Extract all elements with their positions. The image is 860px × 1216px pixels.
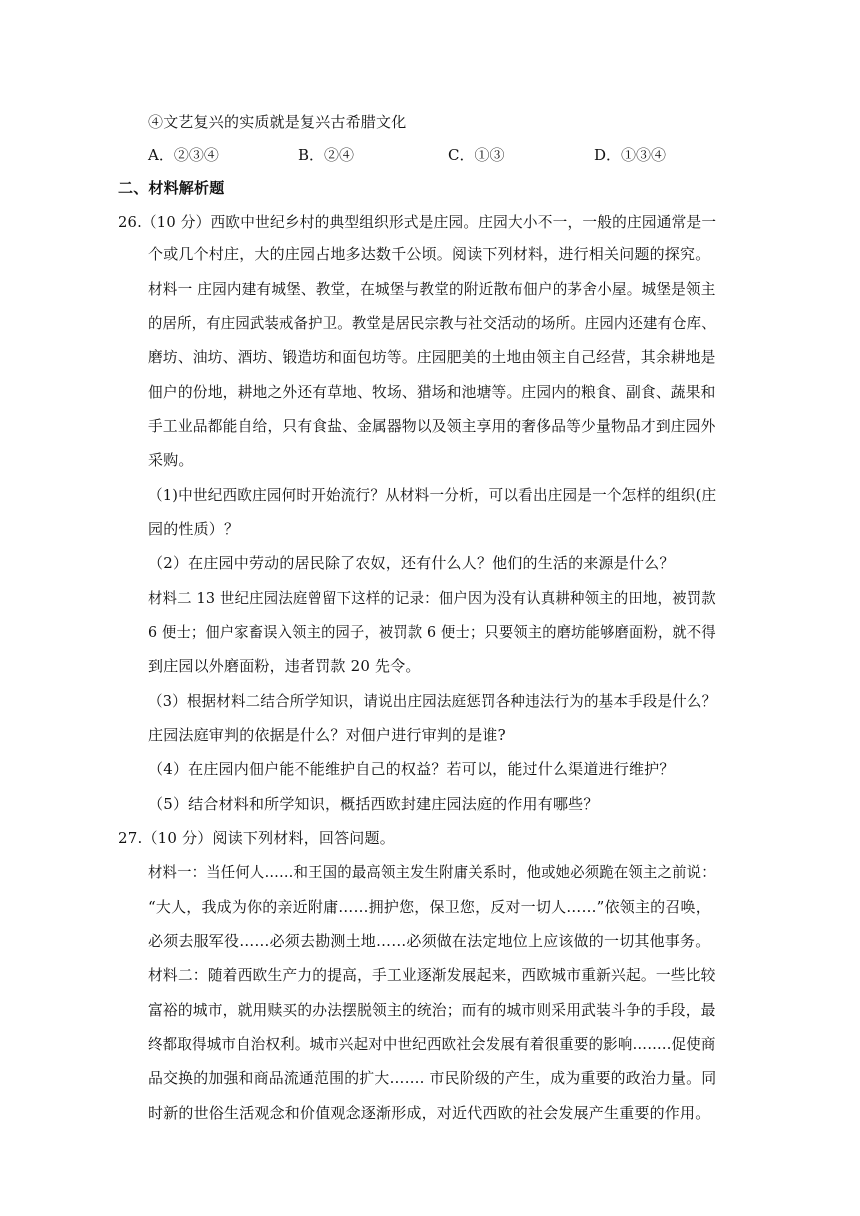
- q27-material2-line: 富裕的城市，就用赎买的办法摆脱领主的统治；而有的城市则采用武装斗争的手段，最: [148, 1001, 716, 1019]
- q26-subquestion-5: （5）结合材料和所学知识，概括西欧封建庄园法庭的作用有哪些？: [148, 795, 599, 813]
- q27-intro: 27.（10 分）阅读下列材料，回答问题。: [118, 829, 395, 847]
- q26-subquestion-2: （2）在庄园中劳动的居民除了农奴，还有什么人？他们的生活的来源是什么？: [148, 554, 675, 572]
- q26-material1-line: 采购。: [148, 451, 194, 469]
- q27-material2-line: 终都取得城市自治权利。城市兴起对中世纪西欧社会发展有着很重要的影响……..促使商: [148, 1035, 716, 1053]
- q27-material1-line: “大人，我成为你的亲近附庸……拥护您，保卫您，反对一切人……”依领主的召唤，: [148, 898, 711, 916]
- option-b[interactable]: B．②④: [298, 146, 355, 164]
- q27-material1-line: 必须去服军役……必须去勘测土地……必须做在法定地位上应该做的一切其他事务。: [148, 932, 711, 950]
- option-a[interactable]: A．②③④: [148, 146, 219, 164]
- q26-material2-line: 材料二 13 世纪庄园法庭曾留下这样的记录：佃户因为没有认真耕种领主的田地，被罚款: [148, 589, 716, 607]
- q26-intro-line: 个或几个村庄，大的庄园占地多达数千公顷。阅读下列材料，进行相关问题的探究。: [148, 245, 711, 263]
- q27-material2-line: 时新的世俗生活观念和价值观念逐渐形成，对近代西欧的社会发展产生重要的作用。: [148, 1104, 711, 1122]
- q26-material2-line: 6 便士；佃户家畜误入领主的园子，被罚款 6 便士；只要领主的磨坊能够磨面粉，就不得: [148, 623, 716, 641]
- q26-intro-line: 26.（10 分）西欧中世纪乡村的典型组织形式是庄园。庄园大小不一，一般的庄园通常是一: [118, 213, 717, 231]
- q26-material1-line: 的居所，有庄园武装戒备护卫。教堂是居民宗教与社交活动的场所。庄园内还建有仓库、: [148, 314, 716, 332]
- q26-material1-line: 手工业品都能自给，只有食盐、金属器物以及领主享用的奢侈品等少量物品才到庄园外: [148, 417, 716, 435]
- q26-subquestion-1: 园的性质）？: [148, 520, 240, 538]
- q27-material2-line: 材料二：随着西欧生产力的提高，手工业逐渐发展起来，西欧城市重新兴起。一些比较: [148, 966, 716, 984]
- q26-material1-line: 磨坊、油坊、酒坊、锻造坊和面包坊等。庄园肥美的土地由领主自己经营，其余耕地是: [148, 348, 716, 366]
- option-d[interactable]: D．①③④: [594, 146, 667, 164]
- q25-statement-4: ④文艺复兴的实质就是复兴古希腊文化: [148, 113, 407, 131]
- q26-subquestion-4: （4）在庄园内佃户能不能维护自己的权益？若可以，能过什么渠道进行维护？: [148, 760, 675, 778]
- section-title: 二、材料解析题: [118, 179, 225, 197]
- option-c[interactable]: C．①③: [448, 146, 505, 164]
- q26-subquestion-3: 庄园法庭审判的依据是什么？对佃户进行审判的是谁?: [148, 726, 506, 744]
- q26-subquestion-3: （3）根据材料二结合所学知识，请说出庄园法庭惩罚各种违法行为的基本手段是什么？: [148, 692, 717, 710]
- q27-material2-line: 品交换的加强和商品流通范围的扩大……. 市民阶级的产生，成为重要的政治力量。同: [148, 1069, 717, 1087]
- q27-material1-line: 材料一：当任何人……和王国的最高领主发生附庸关系时，他或她必须跪在领主之前说：: [148, 863, 716, 881]
- q26-material1-line: 佃户的份地，耕地之外还有草地、牧场、猎场和池塘等。庄园内的粮食、副食、蔬果和: [148, 383, 716, 401]
- q26-subquestion-1: （1)中世纪西欧庄园何时开始流行？从材料一分析，可以看出庄园是一个怎样的组织(庄: [148, 486, 717, 504]
- q26-material2-line: 到庄园以外磨面粉，违者罚款 20 先令。: [148, 657, 421, 675]
- q26-material1-line: 材料一 庄园内建有城堡、教堂，在城堡与教堂的附近散布佃户的茅舍小屋。城堡是领主: [148, 280, 716, 298]
